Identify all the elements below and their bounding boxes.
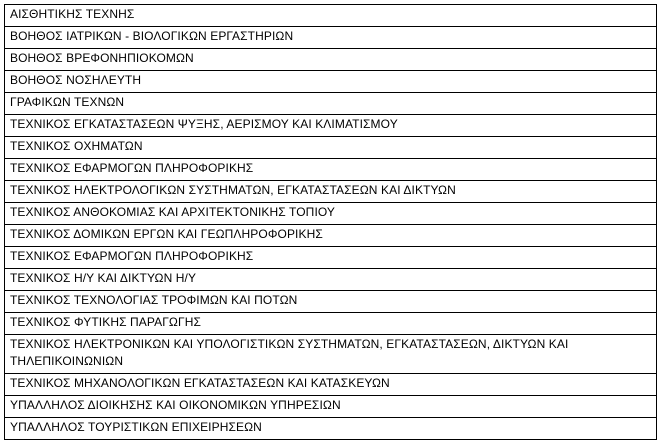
table-cell: ΤΕΧΝΙΚΟΣ ΤΕΧΝΟΛΟΓΙΑΣ ΤΡΟΦΙΜΩΝ ΚΑΙ ΠΟΤΩΝ <box>5 291 657 313</box>
table-cell: ΤΕΧΝΙΚΟΣ ΕΓΚΑΤΑΣΤΑΣΕΩΝ ΨΥΞΗΣ, ΑΕΡΙΣΜΟΥ ΚΑΙ ΚΛΙΜΑΤΙΣΜΟΥ <box>5 115 657 137</box>
table-cell: ΤΕΧΝΙΚΟΣ ΦΥΤΙΚΗΣ ΠΑΡΑΓΩΓΗΣ <box>5 313 657 335</box>
table-row <box>5 225 657 247</box>
table-row <box>5 49 657 71</box>
table-row <box>5 115 657 137</box>
table-row <box>5 159 657 181</box>
table-cell: ΒΟΗΘΟΣ ΝΟΣΗΛΕΥΤΗ <box>5 71 657 93</box>
table-row <box>5 137 657 159</box>
table-cell: ΤΕΧΝΙΚΟΣ ΔΟΜΙΚΩΝ ΕΡΓΩΝ ΚΑΙ ΓΕΩΠΛΗΡΟΦΟΡΙΚΗΣ <box>5 225 657 247</box>
table-row <box>5 5 657 27</box>
table-cell: ΤΕΧΝΙΚΟΣ ΟΧΗΜΑΤΩΝ <box>5 137 657 159</box>
table-row <box>5 181 657 203</box>
table-row <box>5 27 657 49</box>
specialties-table-container <box>4 4 657 440</box>
table-cell: ΒΟΗΘΟΣ ΙΑΤΡΙΚΩΝ - ΒΙΟΛΟΓΙΚΩΝ ΕΡΓΑΣΤΗΡΙΩΝ <box>5 27 657 49</box>
table-row <box>5 71 657 93</box>
table-cell: ΥΠΑΛΛΗΛΟΣ ΔΙΟΙΚΗΣΗΣ ΚΑΙ ΟΙΚΟΝΟΜΙΚΩΝ ΥΠΗΡΕΣΙΩΝ <box>5 396 657 418</box>
table-cell: ΥΠΑΛΛΗΛΟΣ ΤΟΥΡΙΣΤΙΚΩΝ ΕΠΙΧΕΙΡΗΣΕΩΝ <box>5 418 657 440</box>
table-row <box>5 247 657 269</box>
table-row <box>5 93 657 115</box>
table-row <box>5 335 657 374</box>
table-cell: ΑΙΣΘΗΤΙΚΗΣ ΤΕΧΝΗΣ <box>5 5 657 27</box>
table-row <box>5 396 657 418</box>
table-cell: ΓΡΑΦΙΚΩΝ ΤΕΧΝΩΝ <box>5 93 657 115</box>
table-cell: ΤΕΧΝΙΚΟΣ ΕΦΑΡΜΟΓΩΝ ΠΛΗΡΟΦΟΡΙΚΗΣ <box>5 247 657 269</box>
table-row <box>5 374 657 396</box>
table-row <box>5 418 657 440</box>
table-cell: ΤΕΧΝΙΚΟΣ Η/Υ ΚΑΙ ΔΙΚΤΥΩΝ Η/Υ <box>5 269 657 291</box>
table-cell: ΤΕΧΝΙΚΟΣ ΗΛΕΚΤΡΟΝΙΚΩΝ ΚΑΙ ΥΠΟΛΟΓΙΣΤΙΚΩΝ ΣΥΣΤΗΜΑΤΩΝ, ΕΓΚΑΤΑΣΤΑΣΕΩΝ, ΔΙΚΤΥΩΝ ΚΑΙ ΤΗΛΕΠΙΚΟΙΝΩΝΙΩΝ <box>5 335 657 374</box>
table-cell: ΤΕΧΝΙΚΟΣ ΗΛΕΚΤΡΟΛΟΓΙΚΩΝ ΣΥΣΤΗΜΑΤΩΝ, ΕΓΚΑΤΑΣΤΑΣΕΩΝ ΚΑΙ ΔΙΚΤΥΩΝ <box>5 181 657 203</box>
table-row <box>5 203 657 225</box>
table-cell: ΤΕΧΝΙΚΟΣ ΜΗΧΑΝΟΛΟΓΙΚΩΝ ΕΓΚΑΤΑΣΤΑΣΕΩΝ ΚΑΙ ΚΑΤΑΣΚΕΥΩΝ <box>5 374 657 396</box>
table-row <box>5 269 657 291</box>
table-cell: ΤΕΧΝΙΚΟΣ ΑΝΘΟΚΟΜΙΑΣ ΚΑΙ ΑΡΧΙΤΕΚΤΟΝΙΚΗΣ ΤΟΠΙΟΥ <box>5 203 657 225</box>
table-cell: ΒΟΗΘΟΣ ΒΡΕΦΟΝΗΠΙΟΚΟΜΩΝ <box>5 49 657 71</box>
table-row <box>5 291 657 313</box>
table-cell: ΤΕΧΝΙΚΟΣ ΕΦΑΡΜΟΓΩΝ ΠΛΗΡΟΦΟΡΙΚΗΣ <box>5 159 657 181</box>
specialties-table <box>4 4 657 440</box>
table-row <box>5 313 657 335</box>
